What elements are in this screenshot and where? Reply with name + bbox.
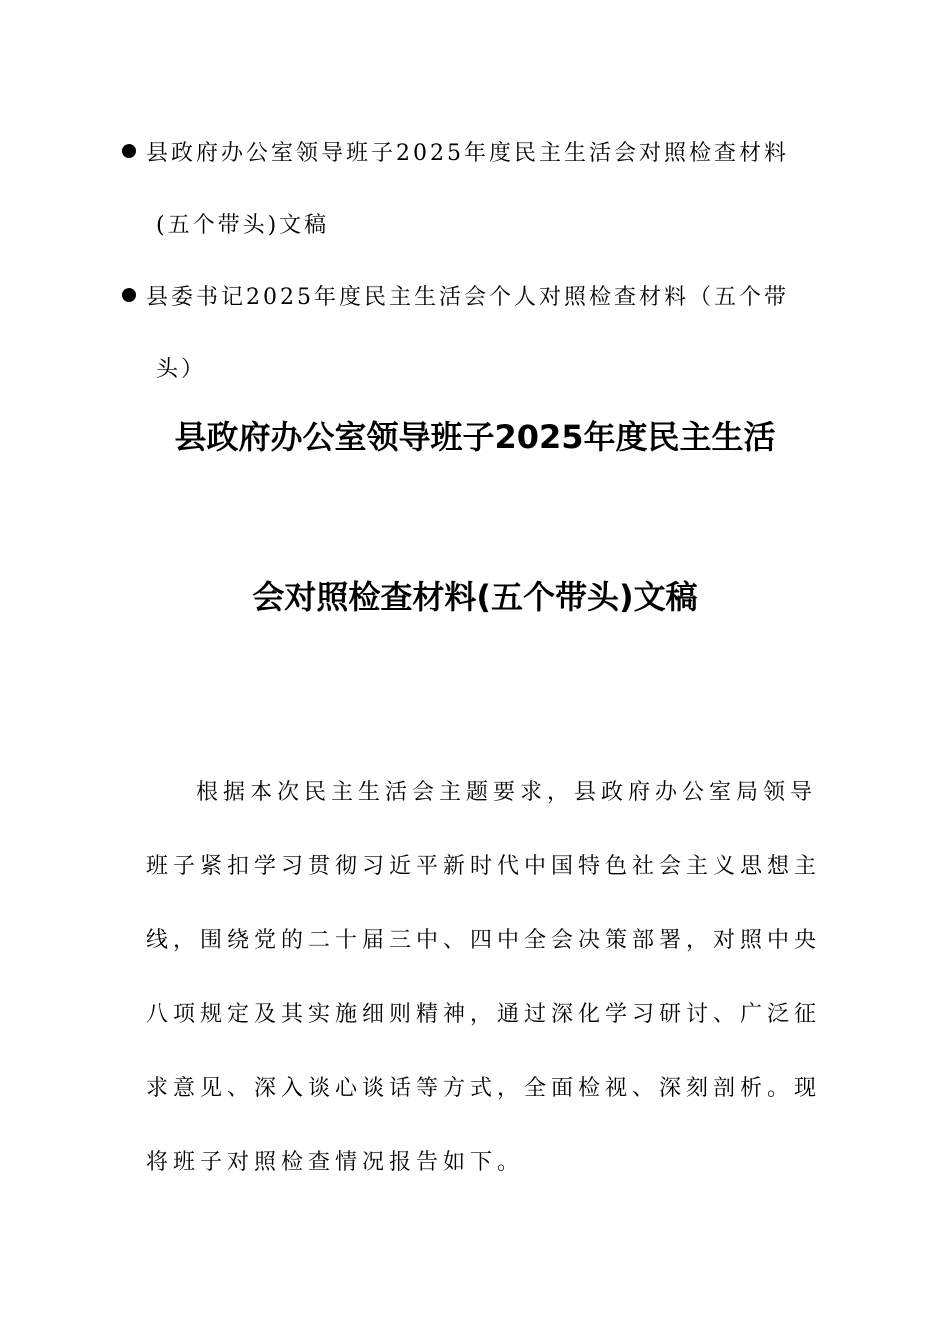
body-line-1: 根据本次民主生活会主题要求，县政府办公室局领导 xyxy=(196,780,818,805)
body-line-5: 求意见、深入谈心谈话等方式，全面检视、深刻剖析。现 xyxy=(146,1076,822,1101)
body-paragraph xyxy=(146,756,822,1200)
title-line-1: 县政府办公室领导班子2025年度民主生活 xyxy=(174,418,776,456)
toc-item-1-line-2: (五个带头)文稿 xyxy=(156,213,330,238)
document-title xyxy=(120,396,830,638)
toc-item-2-line-2: 头） xyxy=(156,357,207,382)
body-line-4: 八项规定及其实施细则精神，通过深化学习研讨、广泛征 xyxy=(146,1002,822,1027)
toc-item-1-line-1: 县政府办公室领导班子2025年度民主生活会对照检查材料 xyxy=(146,141,789,166)
body-line-3: 线，围绕党的二十届三中、四中全会决策部署，对照中央 xyxy=(146,928,822,953)
table-of-contents xyxy=(120,118,810,406)
toc-item-2-line-1: 县委书记2025年度民主生活会个人对照检查材料（五个带 xyxy=(146,285,789,310)
toc-item-1[interactable] xyxy=(120,118,810,262)
title-line-2: 会对照检查材料(五个带头)文稿 xyxy=(252,578,698,616)
bullet-icon xyxy=(122,288,136,302)
bullet-icon xyxy=(122,144,136,158)
body-line-6: 将班子对照检查情况报告如下。 xyxy=(146,1150,525,1175)
body-line-2: 班子紧扣学习贯彻习近平新时代中国特色社会主义思想主 xyxy=(146,854,822,879)
toc-item-2[interactable] xyxy=(120,262,810,406)
